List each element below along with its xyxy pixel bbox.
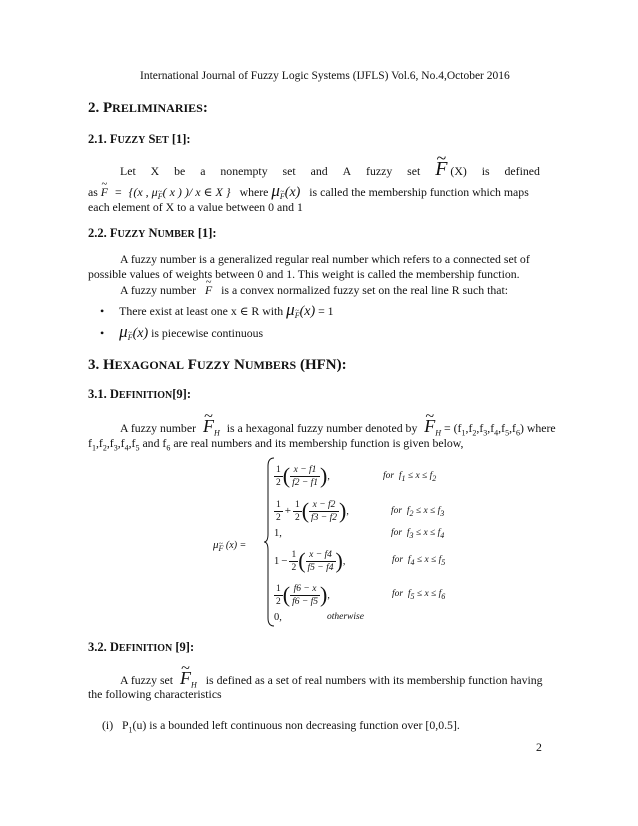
membership-case-3: 1,	[274, 528, 282, 539]
membership-condition-1: for $f_1 \le x \le f_2$	[383, 471, 437, 483]
journal-header: International Journal of Fuzzy Logic Systems (IJFLS) Vol.6, No.4,October 2016	[140, 70, 510, 82]
hfn-definition-line1: A fuzzy number ~ $F_H$ is a hexagonal fuzzy number denoted by ~ $F_H = (f_1,f_2,f_3,f_4,f_5,f_6)$ where	[120, 416, 556, 437]
fuzzy-set-definition-line3: each element of X to a value between 0 and 1	[88, 200, 303, 214]
fuzzy-set-definition-line1: Let X be a nonempty set and A fuzzy set ~ F (X) is defined	[120, 158, 540, 181]
fuzzy-set-symbol: ~ F	[435, 158, 447, 181]
hfn-definition-line2: $f_1,f_2,f_3,f_4,f_5$ and $f_6$ are real numbers and its membership function is given below,	[88, 436, 464, 453]
subsection-heading-fuzzy-number: 2.2. FUZZY NUMBER [1]:	[88, 226, 217, 240]
fuzzy-set-definition-line2: as ~ F = {(x , μ~ F( x ) )/ x ∈ X } where μ~ F(x) is called the membership function which maps	[88, 181, 529, 201]
subsection-heading-fuzzy-set: 2.1. FUZZY SET [1]:	[88, 132, 191, 146]
fuzzy-number-paragraph-line2: possible values of weights between 0 and 1. This weight is called the membership function.	[88, 267, 520, 281]
membership-condition-4: for $f_4 \le x \le f_5$	[392, 555, 446, 567]
subsection-heading-definition-3-1: 3.1. DEFINITION[9]:	[88, 387, 192, 401]
bullet-icon: •	[100, 304, 105, 318]
page-number: 2	[536, 740, 542, 754]
bullet-normal: • There exist at least one x ∈ R with μ~ F(x) = 1	[100, 300, 334, 320]
membership-case-5: $\frac{1}{2}$ ( $\frac{f6 - x}{f6 - f5}$ ) ,	[276, 582, 330, 607]
membership-case-2: $\frac{1}{2}$ + $\frac{1}{2}$ ( $\frac{x - f2}{f3 - f2}$ ) ,	[276, 498, 349, 523]
membership-condition-3: for $f_3 \le x \le f_4$	[391, 528, 445, 540]
membership-condition-6: otherwise	[327, 612, 364, 622]
section-heading-preliminaries: 2. PRELIMINARIES:	[88, 100, 208, 116]
membership-lhs: μ~ F (x) =	[213, 539, 246, 553]
def32-item-1: (i) $P_1(u)$ is a bounded left continuous non decreasing function over [0,0.5].	[102, 718, 460, 735]
subsection-heading-definition-3-2: 3.2. DEFINITION [9]:	[88, 640, 195, 654]
section-heading-hfn: 3. HEXAGONAL FUZZY NUMBERS (HFN):	[88, 357, 347, 373]
fuzzy-number-convex-line: A fuzzy number ~ F is a convex normalized fuzzy set on the real line R such that:	[120, 283, 508, 298]
fuzzy-number-paragraph-line1: A fuzzy number is a generalized regular real number which refers to a connected set of	[120, 252, 530, 266]
def32-line2: the following characteristics	[88, 687, 222, 701]
membership-condition-2: for $f_2 \le x \le f_3$	[391, 506, 445, 518]
membership-condition-5: for $f_5 \le x \le f_6$	[392, 589, 446, 601]
bullet-piecewise: • μ~ F(x) is piecewise continuous	[100, 322, 263, 342]
membership-case-1: $\frac{1}{2}$ ( $\frac{x - f1}{f2 - f1}$ ) ,	[276, 463, 330, 488]
bullet-icon: •	[100, 326, 105, 340]
membership-case-4: 1 − $\frac{1}{2}$ ( $\frac{x - f4}{f5 - f4}$ ) ,	[274, 548, 346, 573]
def32-line1: A fuzzy set ~ $F_H$ is defined as a set of real numbers with its membership function having	[120, 668, 543, 689]
membership-case-6: 0,	[274, 612, 282, 623]
